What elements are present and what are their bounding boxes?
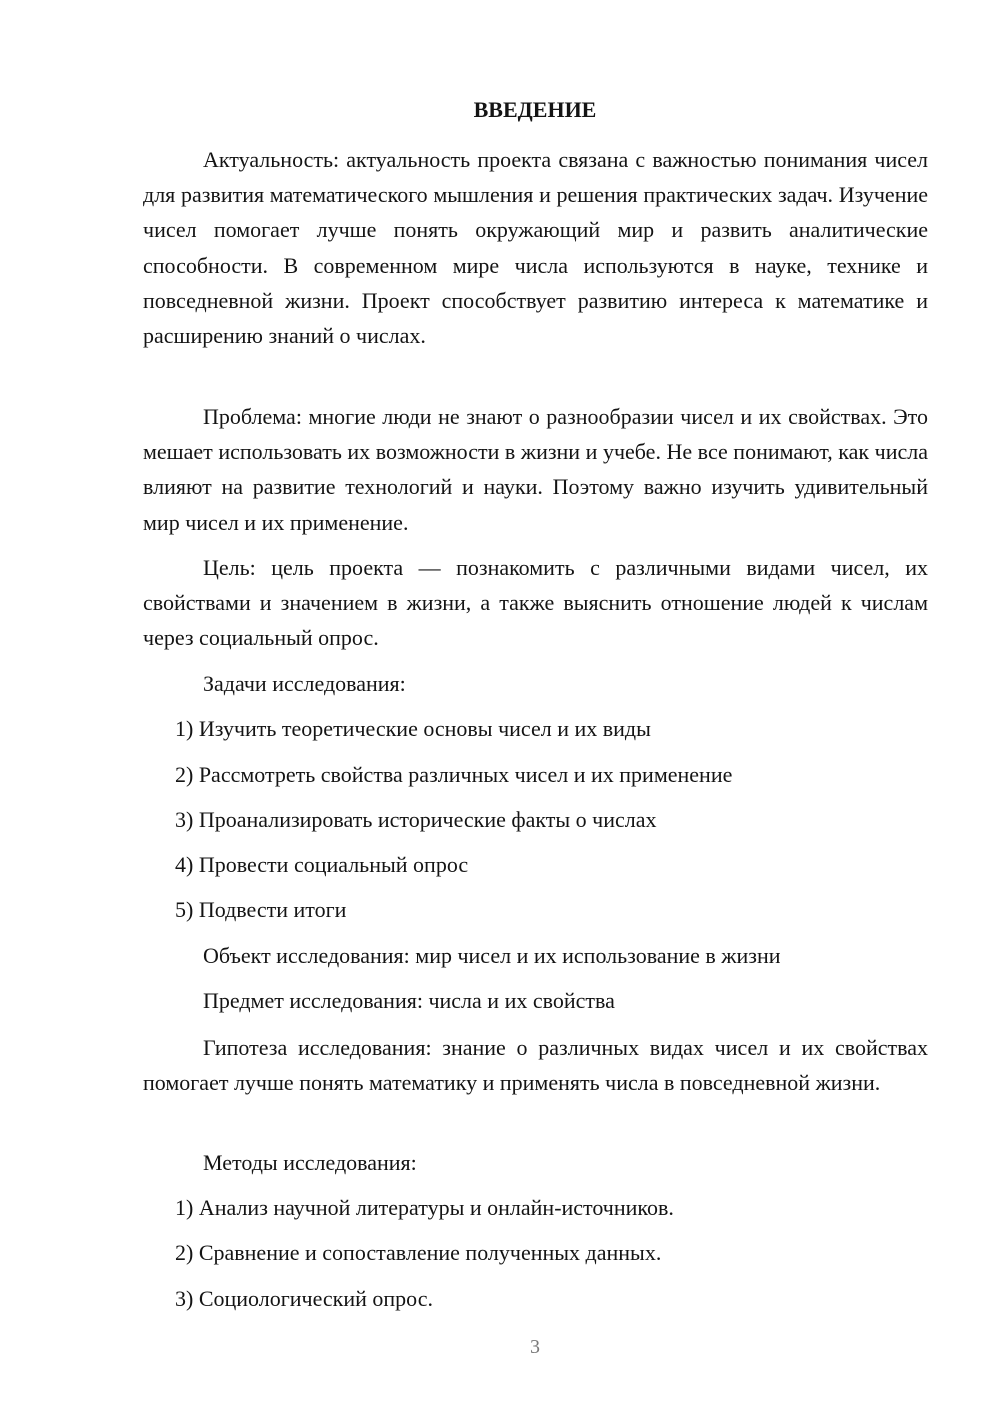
task-item: 5) Подвести итоги (175, 897, 347, 922)
method-item: 2) Сравнение и сопоставление полученных данных. (175, 1240, 662, 1265)
page-title: ВВЕДЕНИЕ (473, 97, 597, 122)
task-item: 2) Рассмотреть свойства различных чисел и их применение (175, 762, 733, 787)
method-item: 3) Социологический опрос. (175, 1286, 433, 1311)
task-item: 3) Проанализировать исторические факты о числах (175, 807, 657, 832)
tasks-heading: Задачи исследования: (203, 671, 406, 696)
hypothesis-paragraph: Гипотеза исследования: знание о различных видах чисел и их свойствах помогает лучше понять математику и применять числа в повседневной жизни. (143, 1035, 928, 1096)
goal-paragraph: Цель: цель проекта — познакомить с различными видами чисел, их свойствами и значением в жизни, а также выяснить отношение людей к числам через социальный опрос. (143, 555, 928, 651)
research-object: Объект исследования: мир чисел и их использование в жизни (203, 943, 781, 968)
problem-paragraph: Проблема: многие люди не знают о разнообразии чисел и их свойствах. Это мешает использовать их возможности в жизни и учебе. Не все понимают, как числа влияют на развитие технологий и науки. Поэтому важно изучить удивительный мир чисел и их применение. (143, 404, 928, 535)
methods-heading: Методы исследования: (203, 1150, 417, 1175)
method-item: 1) Анализ научной литературы и онлайн-источников. (175, 1195, 674, 1220)
task-item: 1) Изучить теоретические основы чисел и их виды (175, 716, 651, 741)
research-subject: Предмет исследования: числа и их свойства (203, 988, 615, 1013)
relevance-paragraph: Актуальность: актуальность проекта связана с важностью понимания чисел для развития математического мышления и решения практических задач. Изучение чисел помогает лучше понять окружающий мир и развить аналитические способности. В современном мире числа используются в науке, технике и повседневной жизни. Проект способствует развитию интереса к математике и расширению знаний о числах. (143, 147, 928, 349)
task-item: 4) Провести социальный опрос (175, 852, 469, 877)
page-number: 3 (530, 1336, 540, 1358)
